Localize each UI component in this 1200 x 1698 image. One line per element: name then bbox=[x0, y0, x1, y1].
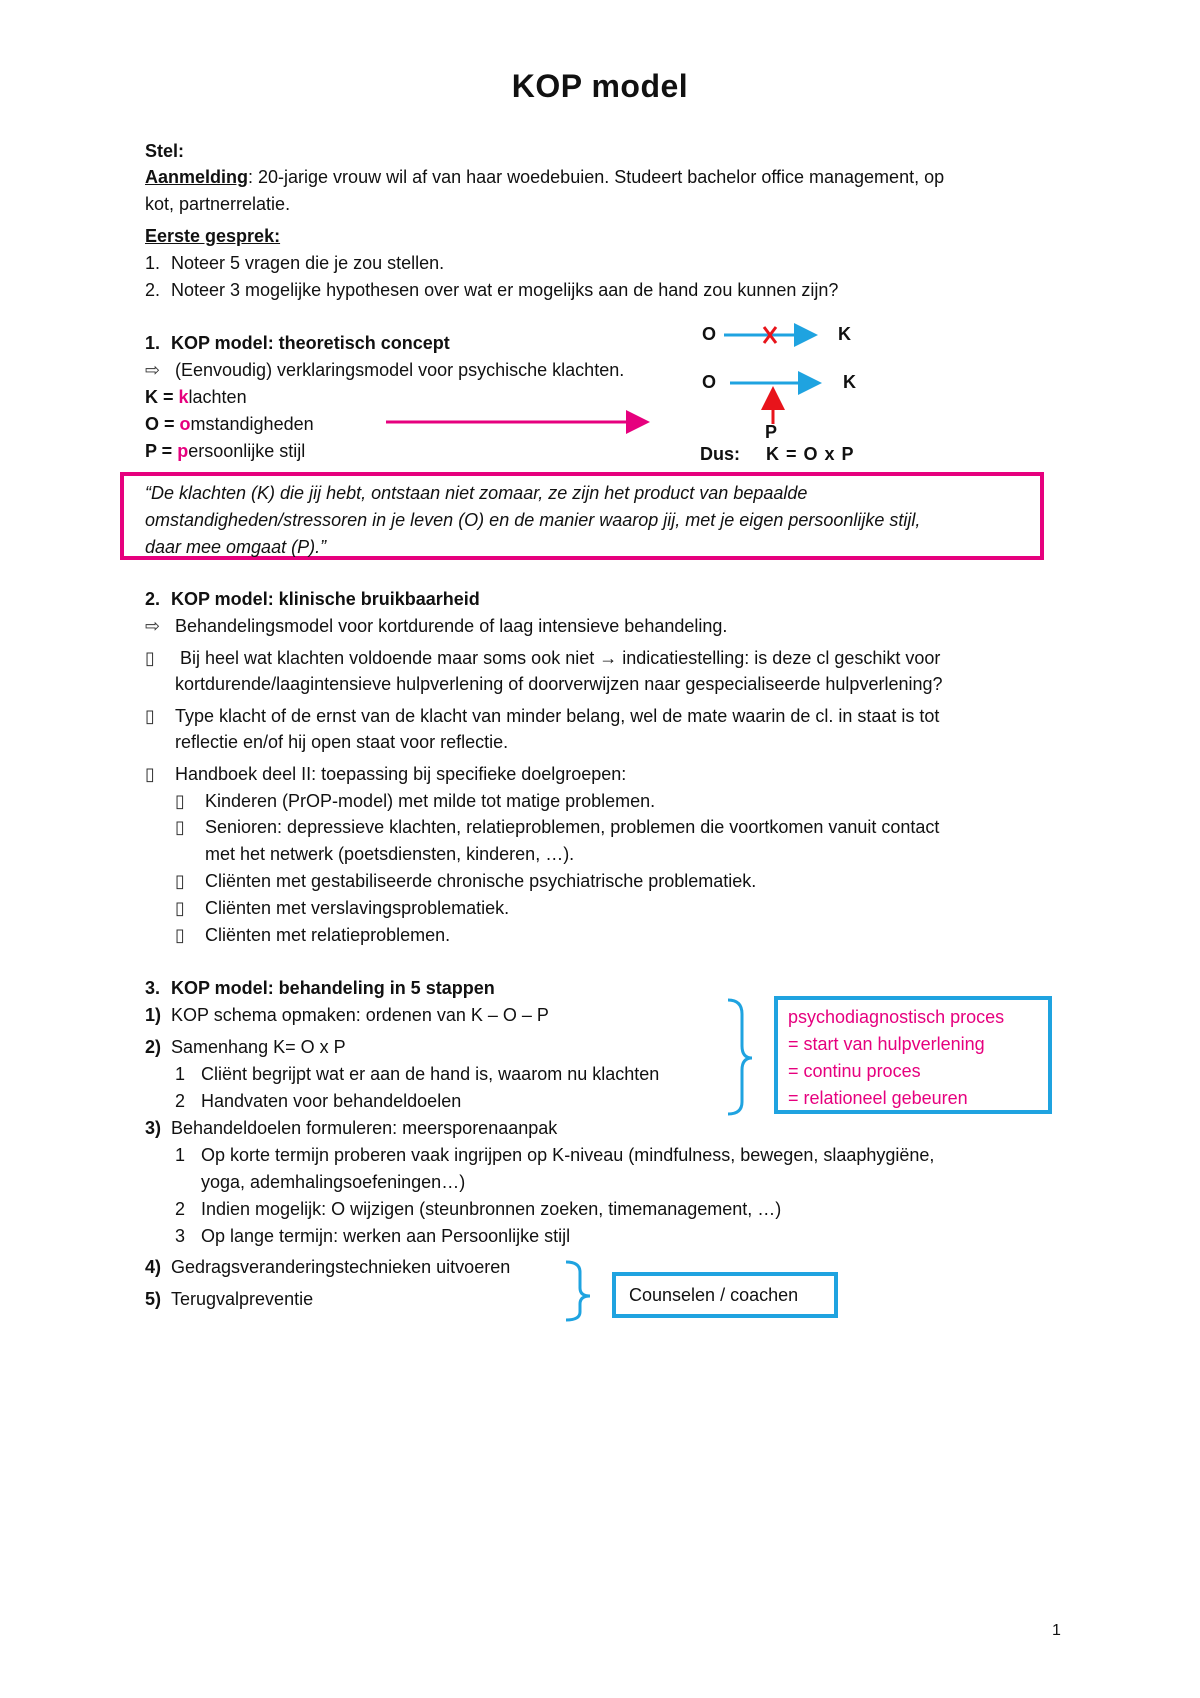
stel-label: Stel: bbox=[145, 141, 185, 161]
box1-line: = continu proces bbox=[788, 1061, 921, 1081]
step-3-sub-3: 3 Op lange termijn: werken aan Persoonlijke stijl bbox=[175, 1226, 571, 1246]
missing-glyph-bullet-icon: ▯ bbox=[175, 817, 185, 837]
section2-heading: 2. KOP model: klinische bruikbaarheid bbox=[145, 589, 480, 609]
diagram-o2: O bbox=[702, 372, 717, 392]
right-brace-icon bbox=[728, 1000, 752, 1114]
missing-glyph-bullet-icon: ▯ bbox=[175, 791, 185, 811]
o-definition: O = omstandigheden bbox=[145, 414, 314, 434]
counselen-text: Counselen / coachen bbox=[629, 1285, 799, 1305]
section1-arrow-line: ⇨ (Eenvoudig) verklaringsmodel voor psychische klachten. bbox=[145, 360, 625, 380]
step-3-sub-1-cont: yoga, ademhalingsoefeningen…) bbox=[201, 1172, 466, 1192]
section2-arrow-line: ⇨ Behandelingsmodel voor kortdurende of laag intensieve behandeling. bbox=[145, 616, 728, 636]
diagram-arrow-blocked bbox=[724, 327, 812, 343]
step-2: 2) Samenhang K= O x P bbox=[145, 1037, 346, 1057]
hollow-right-arrow-icon: ⇨ bbox=[145, 616, 161, 636]
k-definition: K = klachten bbox=[145, 387, 247, 407]
section2-bullet-2: ▯ Type klacht of de ernst van de klacht van minder belang, wel de mate waarin de cl. in staat is tot bbox=[145, 706, 940, 726]
section2-bullet-3: ▯ Handboek deel II: toepassing bij specifieke doelgroepen: bbox=[145, 764, 627, 784]
section1-heading: 1. KOP model: theoretisch concept bbox=[145, 333, 450, 353]
quote-line-3: daar mee omgaat (P).” bbox=[145, 537, 327, 557]
step-3: 3) Behandeldoelen formuleren: meersporenaanpak bbox=[145, 1118, 558, 1138]
step-3-sub-1: 1 Op korte termijn proberen vaak ingrijpen op K-niveau (mindfulness, bewegen, slaaphygiëne, bbox=[175, 1145, 935, 1165]
box1-line: = relationeel gebeuren bbox=[788, 1088, 968, 1108]
p-definition: P = persoonlijke stijl bbox=[145, 441, 306, 461]
missing-glyph-bullet-icon: ▯ bbox=[175, 898, 185, 918]
quote-line-2: omstandigheden/stressoren in je leven (O) en de manier waarop jij, met je eigen persoonlijke stijl, bbox=[145, 510, 921, 530]
sub-bullet: ▯ Kinderen (PrOP-model) met milde tot matige problemen. bbox=[175, 791, 656, 811]
step-3-sub-2: 2 Indien mogelijk: O wijzigen (steunbronnen zoeken, timemanagement, …) bbox=[175, 1199, 782, 1219]
box1-line: psychodiagnostisch proces bbox=[788, 1007, 1005, 1027]
diagram-formula: K = O x P bbox=[766, 444, 855, 464]
intro-item: 1. Noteer 5 vragen die je zou stellen. bbox=[145, 253, 445, 273]
sub-bullet: ▯ Cliënten met relatieproblemen. bbox=[175, 925, 451, 945]
step-2-sub-1: 1 Cliënt begrijpt wat er aan de hand is, waarom nu klachten bbox=[175, 1064, 660, 1084]
aanmelding-text: : 20-jarige vrouw wil af van haar woedebuien. Studeert bachelor office management, op bbox=[248, 167, 945, 187]
right-brace-icon bbox=[566, 1262, 590, 1320]
quote-line-1: “De klachten (K) die jij hebt, ontstaan niet zomaar, ze zijn het product van bepaalde bbox=[145, 483, 808, 503]
diagram-o1: O bbox=[702, 324, 717, 344]
sub-bullet: ▯ Senioren: depressieve klachten, relatieproblemen, problemen die voortkomen vanuit contact bbox=[175, 817, 940, 837]
eerste-gesprek-label: Eerste gesprek: bbox=[145, 226, 281, 246]
sub-bullet-cont: met het netwerk (poetsdiensten, kinderen, …). bbox=[205, 844, 575, 864]
diagram-k2: K bbox=[843, 372, 856, 392]
missing-glyph-bullet-icon: ▯ bbox=[145, 648, 155, 668]
step-4: 4) Gedragsveranderingstechnieken uitvoeren bbox=[145, 1257, 511, 1277]
step-2-sub-2: 2 Handvaten voor behandeldoelen bbox=[175, 1091, 462, 1111]
step-1: 1) KOP schema opmaken: ordenen van K – O – P bbox=[145, 1005, 549, 1025]
page-title: KOP model bbox=[511, 68, 689, 104]
missing-glyph-bullet-icon: ▯ bbox=[175, 871, 185, 891]
missing-glyph-bullet-icon: ▯ bbox=[145, 764, 155, 784]
intro-item: 2. Noteer 3 mogelijke hypothesen over wat er mogelijks aan de hand zou kunnen zijn? bbox=[145, 280, 839, 300]
section2-bullet-2-cont: reflectie en/of hij open staat voor reflectie. bbox=[175, 732, 509, 752]
missing-glyph-bullet-icon: ▯ bbox=[175, 925, 185, 945]
section2-bullet-1: ▯ Bij heel wat klachten voldoende maar soms ook niet → indicatiestelling: is deze cl geschikt voor bbox=[145, 648, 941, 668]
box1-line: = start van hulpverlening bbox=[788, 1034, 985, 1054]
section2-bullet-1-cont: kortdurende/laagintensieve hulpverlening of doorverwijzen naar gespecialiseerde hulpverlening? bbox=[175, 674, 943, 694]
page-number: 1 bbox=[1052, 1622, 1061, 1639]
sub-bullet: ▯ Cliënten met gestabiliseerde chronische psychiatrische problematiek. bbox=[175, 871, 757, 891]
section3-heading: 3. KOP model: behandeling in 5 stappen bbox=[145, 978, 495, 998]
bold-right-arrow-icon: → bbox=[599, 648, 618, 668]
diagram-p: P bbox=[765, 422, 778, 442]
aanmelding-text-2: kot, partnerrelatie. bbox=[145, 194, 291, 214]
hollow-right-arrow-icon: ⇨ bbox=[145, 360, 161, 380]
sub-bullet: ▯ Cliënten met verslavingsproblematiek. bbox=[175, 898, 510, 918]
diagram-k1: K bbox=[838, 324, 851, 344]
step-5: 5) Terugvalpreventie bbox=[145, 1289, 314, 1309]
missing-glyph-bullet-icon: ▯ bbox=[145, 706, 155, 726]
aanmelding-label: Aanmelding bbox=[145, 167, 249, 187]
diagram-dus: Dus: bbox=[700, 444, 740, 464]
